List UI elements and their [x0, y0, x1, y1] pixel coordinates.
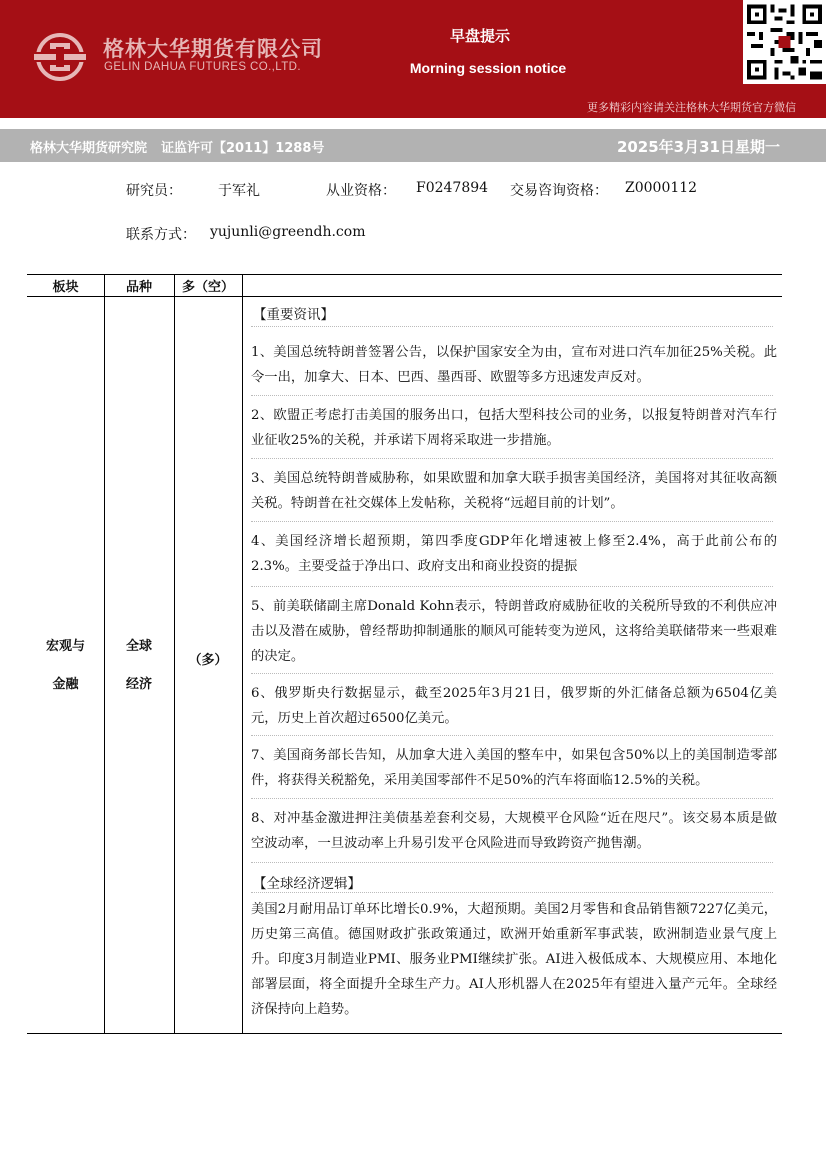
dotted-separator — [251, 673, 773, 674]
sector-cell-line1: 宏观与 — [45, 639, 85, 654]
table-bottom-border — [27, 1033, 782, 1034]
dotted-separator — [251, 735, 773, 736]
table-top-border — [27, 274, 782, 275]
consult-number: Z0000112 — [625, 180, 698, 196]
table-column-divider — [104, 274, 105, 1034]
follow-wechat-note: 更多精彩内容请关注格林大华期货官方微信 — [587, 101, 796, 114]
company-logo-icon — [30, 31, 90, 83]
dotted-separator — [251, 862, 773, 863]
report-date: 2025年3月31日星期一 — [616, 138, 780, 156]
company-name-cn: 格林大华期货有限公司 — [103, 37, 323, 61]
news-item: 3、美国总统特朗普威胁称，如果欧盟和加拿大联手损害美国经济，美国将对其征收高额关税。特朗普在社交媒体上发帖称，关税将“远超目前的计划”。 — [251, 471, 777, 511]
news-item: 1、美国总统特朗普签署公告，以保护国家安全为由，宣布对进口汽车加征25%关税。此令一出，加拿大、日本、巴西、墨西哥、欧盟等多方迅速发声反对。 — [251, 345, 777, 385]
table-column-divider — [242, 274, 243, 1034]
news-item: 6、俄罗斯央行数据显示，截至2025年3月21日，俄罗斯的外汇储备总额为6504亿美元，历史上首次超过6500亿美元。 — [251, 686, 777, 726]
news-item: 8、对冲基金激进押注美债基差套利交易，大规模平仓风险“近在咫尺”。该交易本质是做空波动率，一旦波动率上升易引发平仓风险进而导致跨资产抛售潮。 — [251, 811, 777, 851]
logic-heading: 【全球经济逻辑】 — [253, 876, 361, 892]
news-item: 5、前美联储副主席Donald Kohn表示，特朗普政府威胁征收的关税所导致的不利供应冲击以及潜在威胁，曾经帮助抑制通胀的顺风可能转变为逆风，这将给美联储带来一些艰难的决定。 — [251, 599, 777, 664]
qualification-number: F0247894 — [416, 180, 489, 196]
qualification-label: 从业资格： — [326, 183, 396, 199]
table-header-border — [27, 296, 782, 297]
researcher-label: 研究员： — [126, 183, 182, 199]
license-number: 证监许可【2011】1288号 — [161, 141, 325, 156]
header-variety: 品种 — [125, 280, 152, 295]
institute-info — [30, 137, 338, 156]
dotted-separator — [251, 458, 773, 459]
dotted-separator — [251, 892, 773, 893]
news-item: 7、美国商务部长告知，从加拿大进入美国的整车中，如果包含50%以上的美国制造零部件，将获得关税豁免，采用美国零部件不足50%的汽车将面临12.5%的关税。 — [251, 748, 777, 788]
logic-paragraph: 美国2月耐用品订单环比增长0.9%，大超预期。美国2月零售和食品销售额7227亿美元，历史第三高值。德国财政扩张政策通过，欧洲开始重新军事武装，欧洲制造业景气度上升。印度3月制造业PMI、服务业PMI继续扩张。AI进入极低成本、大规模应用、本地化部署层面，将全面提升全球生产力。AI人形机器人在2025年有望进入量产元年。全球经济保持向上趋势。 — [251, 902, 777, 1017]
report-subtitle: Morning session notice — [409, 60, 567, 76]
wechat-qr-code-icon — [743, 0, 826, 84]
institute-name: 格林大华期货研究院 — [30, 141, 148, 156]
consult-label: 交易咨询资格： — [510, 183, 608, 199]
header-sector: 板块 — [52, 280, 79, 295]
contact-email[interactable]: yujunli@greendh.com — [210, 224, 366, 240]
researcher-name: 于军礼 — [218, 183, 260, 199]
variety-cell-line2: 经济 — [125, 677, 152, 692]
dotted-separator — [251, 798, 773, 799]
news-item: 4、美国经济增长超预期，第四季度GDP年化增速被上修至2.4%，高于此前公布的2.3%。主要受益于净出口、政府支出和商业投资的提振 — [251, 534, 777, 574]
variety-cell-line1: 全球 — [125, 639, 152, 654]
header-direction: 多（空） — [181, 280, 234, 295]
dotted-separator — [251, 395, 773, 396]
dotted-separator — [251, 521, 773, 522]
company-name-en: GELIN DAHUA FUTURES CO.,LTD. — [104, 61, 301, 73]
direction-cell: （多） — [188, 653, 228, 668]
sector-cell-line2: 金融 — [52, 677, 79, 692]
news-item: 2、欧盟正考虑打击美国的服务出口，包括大型科技公司的业务，以报复特朗普对汽车行业征收25%的关税，并承诺下周将采取进一步措施。 — [251, 408, 777, 448]
report-title: 早盘提示 — [449, 27, 510, 45]
dotted-separator — [251, 326, 773, 327]
dotted-separator — [251, 586, 773, 587]
contact-label: 联系方式： — [126, 227, 196, 243]
news-heading: 【重要资讯】 — [253, 307, 334, 323]
